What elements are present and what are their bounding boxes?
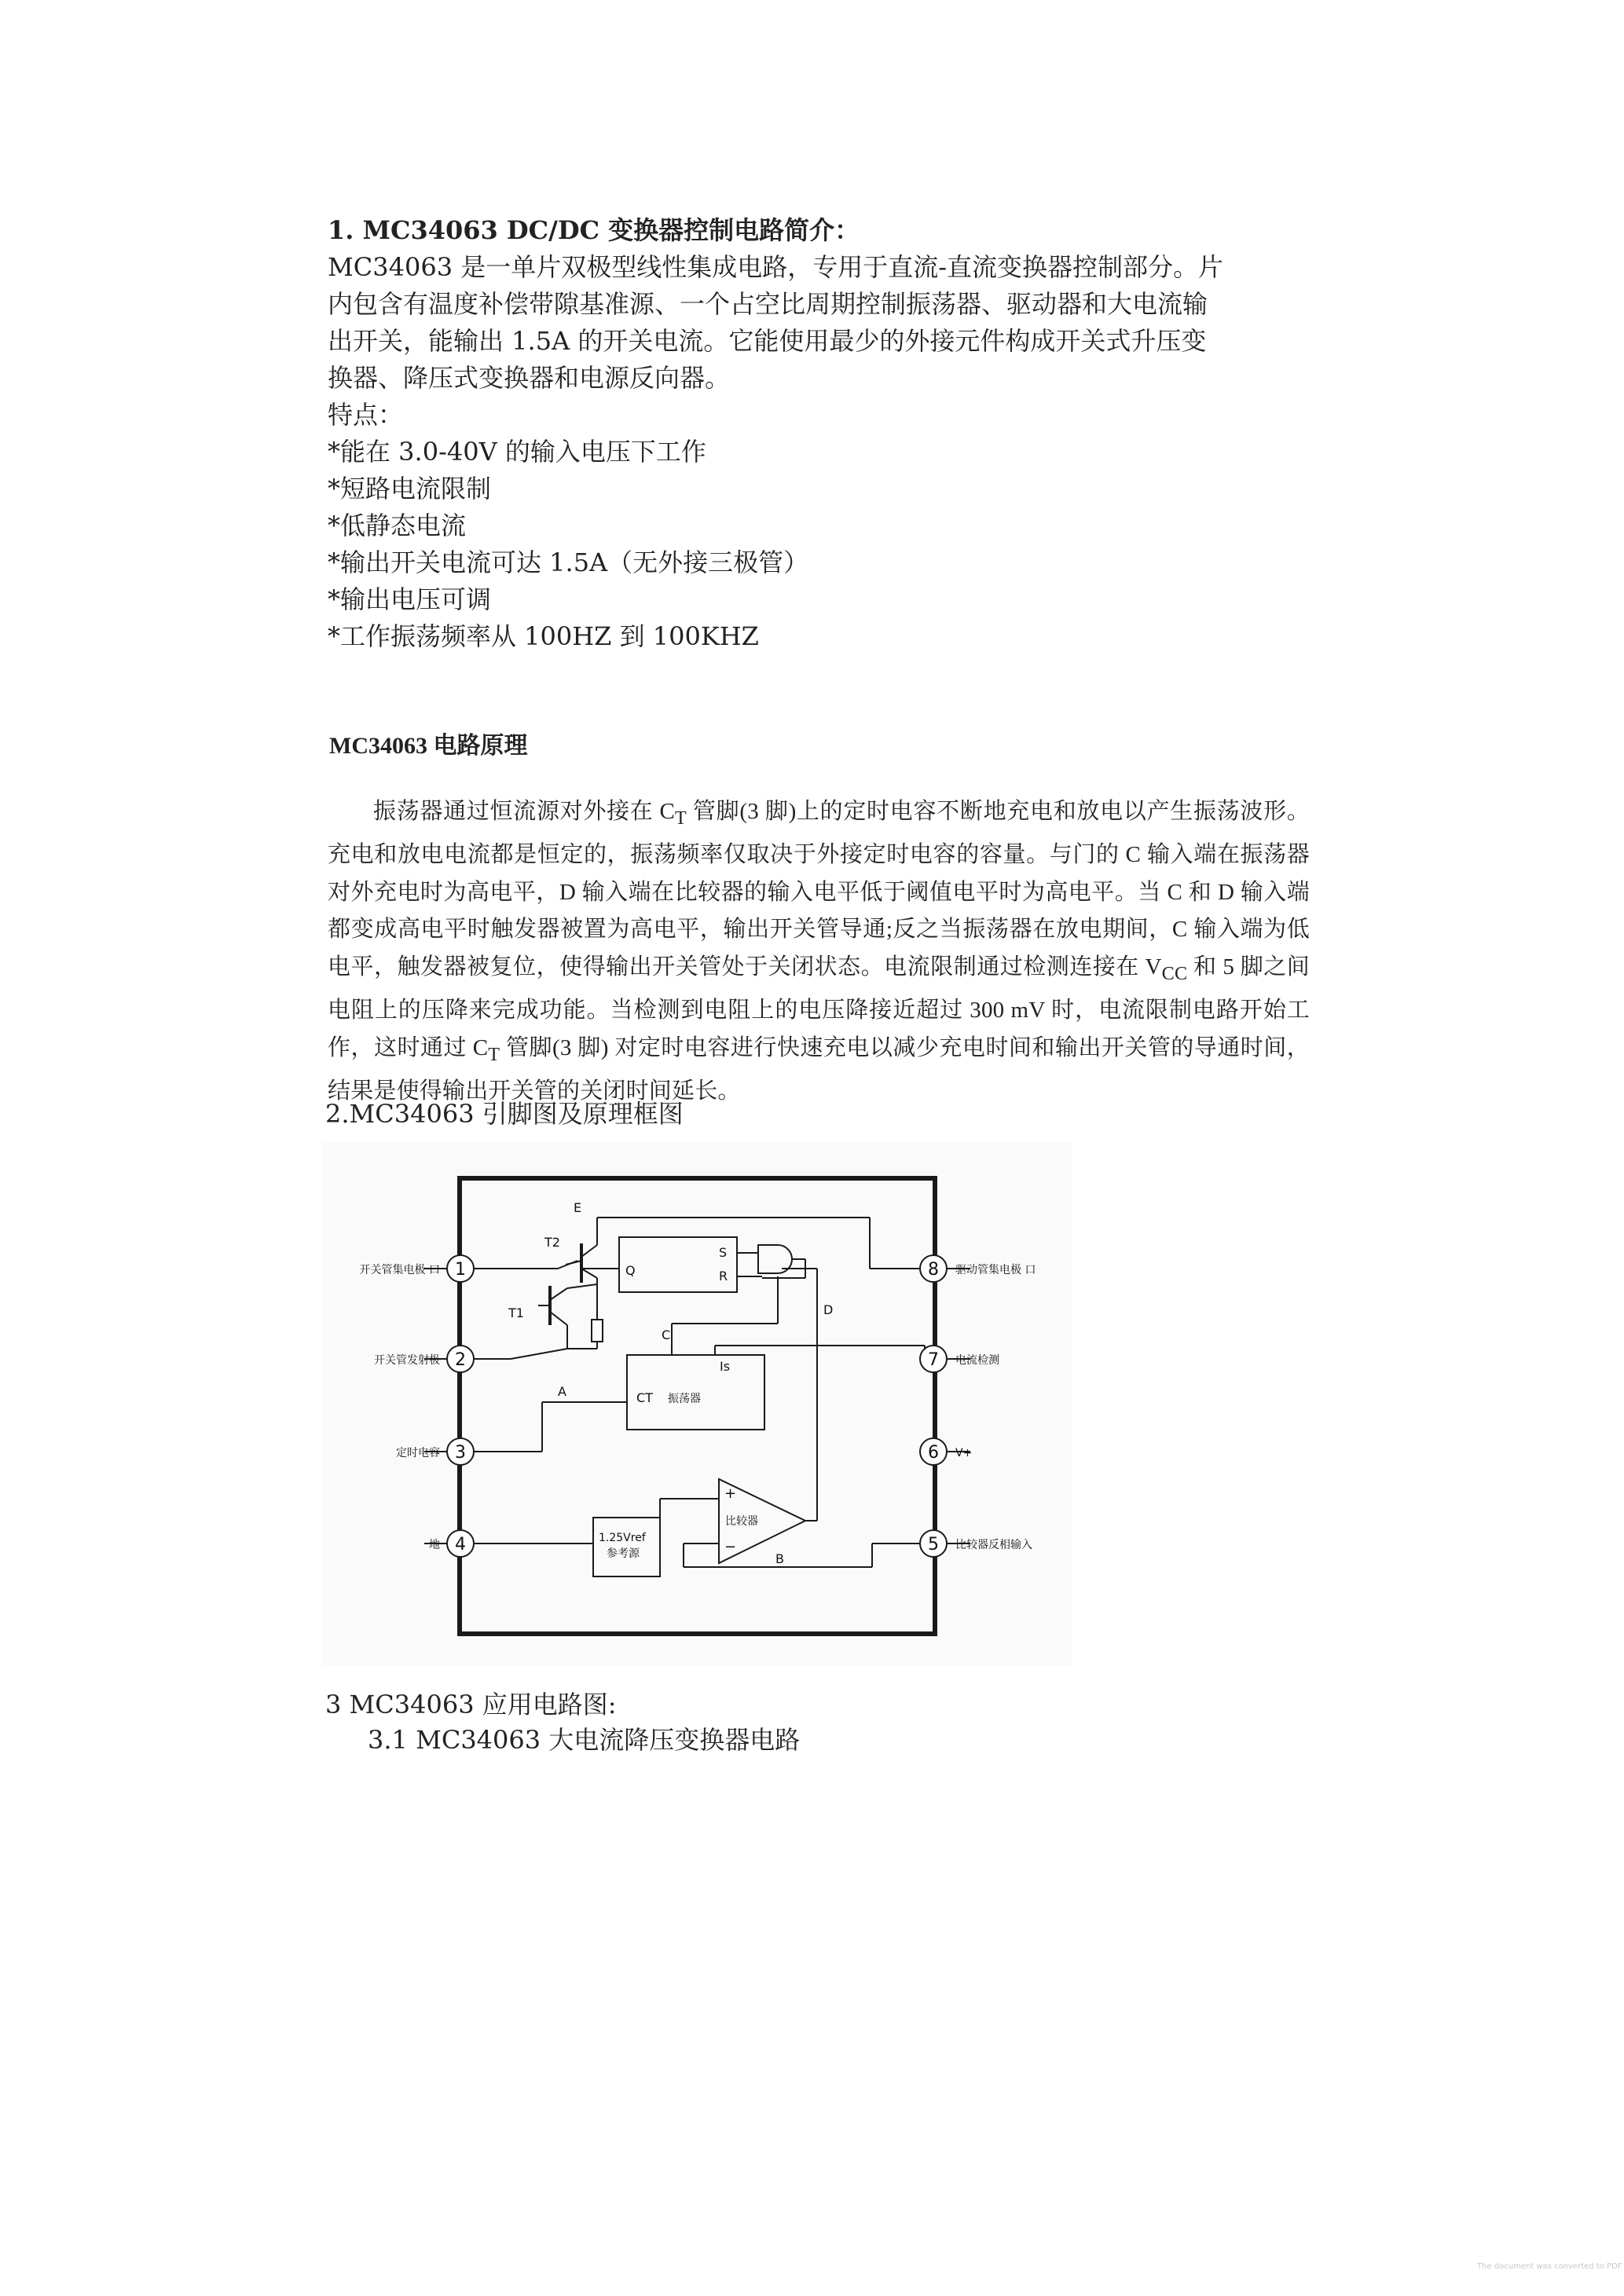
pin-num-3: 3 — [455, 1443, 466, 1463]
label-minus: − — [724, 1539, 737, 1555]
label-vref-cn: 参考源 — [607, 1547, 640, 1560]
intro-line: 内包含有温度补偿带隙基准源、一个占空比周期控制振荡器、驱动器和大电流输 — [328, 289, 1208, 319]
label-oscillator: 振荡器 — [668, 1393, 701, 1405]
intro-line: MC34063 是一单片双极型线性集成电路，专用于直流-直流变换器控制部分。片 — [328, 252, 1224, 282]
label-r: R — [719, 1269, 728, 1283]
intro-section — [328, 212, 1318, 655]
section3-heading: 3 MC34063 应用电路图: — [325, 1690, 617, 1719]
label-d: D — [823, 1302, 834, 1317]
section1-heading: 1. MC34063 DC/DC 变换器控制电路简介： — [328, 215, 860, 245]
label-b: B — [775, 1551, 784, 1566]
label-is: Is — [720, 1359, 731, 1374]
principle-paragraph: 振荡器通过恒流源对外接在 $C_T$ 管脚(3 脚)上的定时电容不断地充电和放电以产生振荡波形。充电和放电电流都是恒定的，振荡频率仅取决于外接定时电容的容量。与门的 C 输入端在振荡器对外充电时为高电平，D 输入端在比较器的输入电平低于阈值电平时为高电平。当 C 和 D 输入端都变成高电平时触发器被置为高电平，输出开关管导通;反之当振荡器在放电期间，C 输入端为低电平，触发器被复位，使得输出开关管处于关闭状态。电流限制通过检测连接在 $V_{CC}$ 和 5 脚之间电阻上的压降来完成功能。当检测到电阻上的电压降接近超过 300 mV 时，电流限制电路开始工作，这时通过 $C_T$ 管脚(3 脚) 对定时电容进行快速充电以减少充电时间和输出开关管的导通时间，结果是使得输出开关管的关闭时间延长。 — [328, 799, 1310, 1104]
pin-num-8: 8 — [928, 1260, 939, 1280]
section3-subheading: 3.1 MC34063 大电流降压变换器电路 — [368, 1725, 801, 1755]
intro-line: 换器、降压式变换器和电源反向器。 — [328, 363, 731, 393]
pin-label-4: 地 — [429, 1539, 440, 1551]
pin-label-3: 定时电容 — [396, 1447, 440, 1459]
pin-num-1: 1 — [455, 1260, 466, 1280]
ic-outline — [460, 1178, 935, 1634]
label-c: C — [662, 1327, 671, 1342]
pin-label-1: 开关管集电极 口 — [359, 1264, 440, 1276]
label-ct: CT — [636, 1390, 653, 1405]
feature-item: *输出电压可调 — [328, 584, 492, 614]
pin-num-5: 5 — [928, 1535, 939, 1554]
label-q: Q — [625, 1263, 636, 1278]
pin-label-2: 开关管发射极 — [374, 1354, 440, 1367]
label-s: S — [719, 1245, 728, 1260]
feature-item: *能在 3.0-40V 的输入电压下工作 — [328, 437, 706, 467]
label-t2: T2 — [544, 1235, 560, 1250]
label-a: A — [558, 1384, 566, 1399]
label-vref: 1.25Vref — [599, 1532, 646, 1544]
pin-num-4: 4 — [455, 1535, 466, 1554]
pin-label-5: 比较器反相输入 — [955, 1539, 1032, 1551]
label-plus: + — [724, 1485, 737, 1502]
features-title: 特点： — [328, 400, 404, 430]
label-t1: T1 — [508, 1305, 524, 1320]
pin-label-7: 电流检测 — [955, 1354, 999, 1367]
feature-item: *短路电流限制 — [328, 474, 492, 504]
label-comparator: 比较器 — [725, 1515, 758, 1528]
section2-heading: 2.MC34063 引脚图及原理框图 — [325, 1099, 684, 1129]
pin-num-2: 2 — [455, 1350, 466, 1370]
pin-label-8: 驱动管集电极 口 — [955, 1264, 1036, 1276]
feature-item: *工作振荡频率从 100HZ 到 100KHZ — [328, 621, 759, 651]
label-e: E — [574, 1200, 582, 1215]
intro-line: 出开关，能输出 1.5A 的开关电流。它能使用最少的外接元件构成开关式升压变 — [328, 326, 1207, 356]
feature-item: *低静态电流 — [328, 511, 467, 540]
pin-num-7: 7 — [928, 1350, 939, 1370]
principle-heading: MC34063 电路原理 — [329, 733, 528, 759]
pin-label-6: V+ — [955, 1447, 973, 1459]
block-diagram — [322, 1143, 1072, 1665]
pin-num-6: 6 — [928, 1443, 939, 1463]
feature-item: *输出开关电流可达 1.5A（无外接三极管） — [328, 547, 809, 577]
footer-note: The document was converted to PDF — [1477, 2262, 1622, 2271]
